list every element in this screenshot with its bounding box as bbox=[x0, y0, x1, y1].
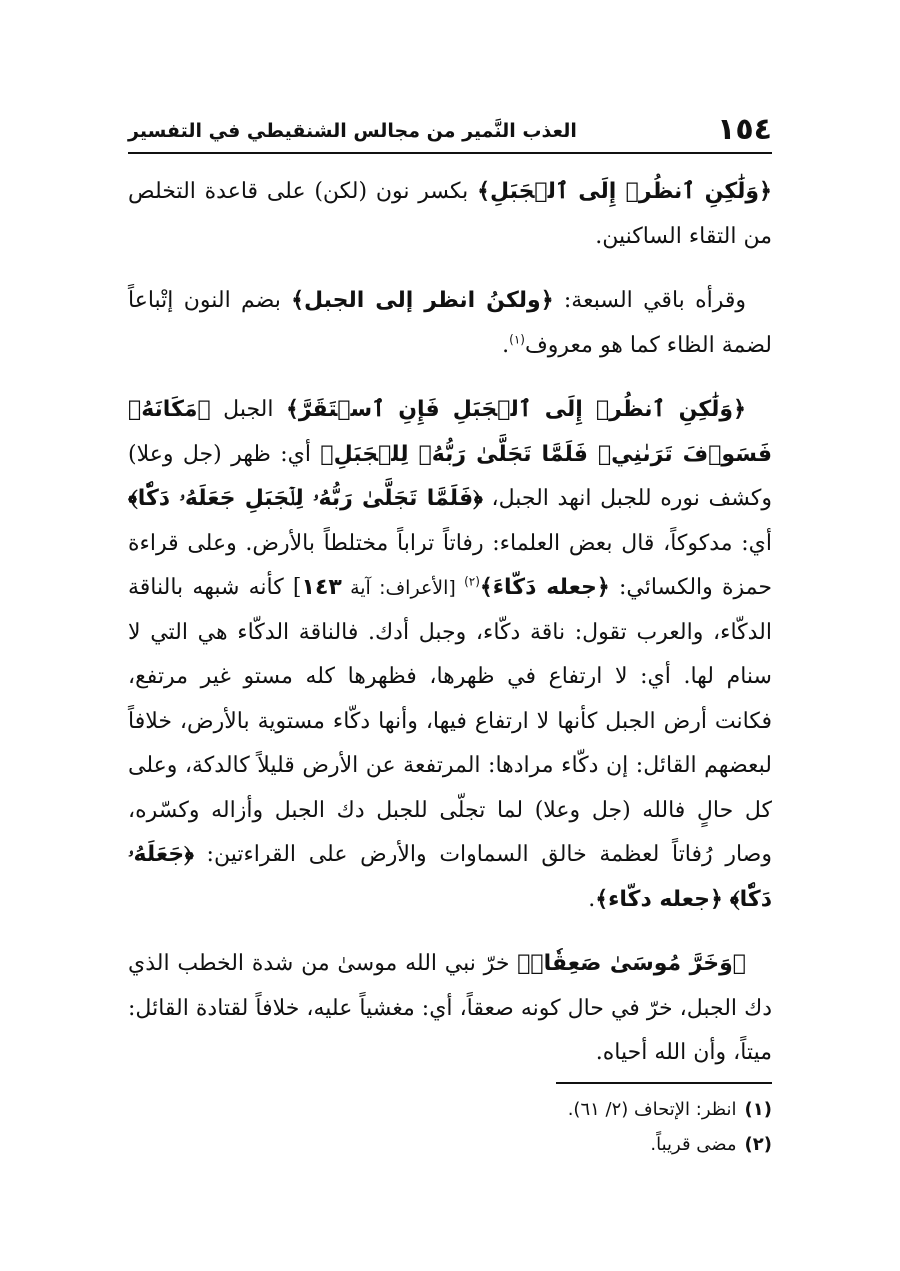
footnote-divider bbox=[556, 1082, 772, 1084]
page-header bbox=[128, 112, 772, 154]
quran-verse: ﴿فَلَمَّا تَجَلَّىٰ رَبُّهُۥ لِلۡجَبَلِ جَعَلَهُۥ دَكّٗا﴾ bbox=[128, 486, 483, 511]
quran-verse: ﴿جَعَلَهُۥ دَكّٗا﴾ bbox=[128, 842, 772, 912]
footnote-number: (١) bbox=[744, 1099, 772, 1120]
quran-verse: ﴿مَكَانَهُۥ فَسَوۡفَ تَرَىٰنِيۚ فَلَمَّا تَجَلَّىٰ رَبُّهُۥ لِلۡجَبَلِ﴾ bbox=[128, 397, 773, 467]
quran-reading: ﴿جعله دَكّاءَ﴾ bbox=[479, 575, 610, 600]
footnote-ref-2[interactable]: (٢) bbox=[464, 574, 480, 589]
paragraph-2 bbox=[128, 279, 772, 368]
text-run: أي: ظهر (جل وعلا) وكشف نوره للجبل انهد الجبل، bbox=[128, 441, 772, 511]
running-title: العذب النَّمير من مجالس الشنقيطي في التفسير bbox=[128, 120, 577, 142]
text-run: خرّ نبي الله موسىٰ من شدة الخطب الذي دك الجبل، خرّ في حال كونه صعقاً، أي: مغشياً عليه، خلافاً لقتادة القائل: ميتاً، وأن الله أحياه. bbox=[128, 951, 772, 1065]
footnote-ref-1[interactable]: (١) bbox=[509, 332, 525, 347]
text-run: بكسر نون (لكن) على قاعدة التخلص من التقاء الساكنين. bbox=[128, 179, 772, 249]
footnote-number: (٢) bbox=[744, 1134, 772, 1155]
footnote-item bbox=[128, 1092, 772, 1127]
footnote-text: مضى قريباً. bbox=[650, 1134, 737, 1155]
text-run: ] كأنه شبهه بالناقة الدكّاء، والعرب تقول: ناقة دكّاء، وجبل أدك. فالناقة الدكّاء هي التي لا سنام لها. أي: لا ارتفاع في ظهرها، فظهرها كله مستو غير مرتفع، فكانت أرض الجبل كأنها لا ارتفاع فيها، وأنها دكّاء مستوية بالأرض، خلافاً لبعضهم القائل: إن دكّاء مرادها: المرتفعة عن الأرض قليلاً كالدكة، وعلى كل حالٍ فالله (جل وعلا) لما تجلّى للجبل دك الجبل وأزاله وكسّره، وصار رُفاتاً لعظمة خالق السماوات والأرض على القراءتين: bbox=[128, 575, 772, 867]
text-run: [الأعراف: آية bbox=[341, 577, 465, 599]
quran-verse: ﴿ولكنُ انظر إلى الجبل﴾ bbox=[291, 288, 554, 313]
text-run: أي: مدكوكاً، قال بعض العلماء: رفاتاً تراباً مختلطاً بالأرض. وعلى قراءة حمزة والكسائي: bbox=[128, 530, 772, 600]
text-run: وقرأه باقي السبعة: bbox=[553, 288, 746, 313]
text-run: الجبل bbox=[210, 397, 286, 422]
footnotes bbox=[128, 1092, 772, 1162]
text-run: . bbox=[588, 886, 596, 912]
paragraph-4 bbox=[128, 942, 772, 1076]
quran-reading: ﴿جعله دكّاء﴾ bbox=[595, 886, 723, 912]
quran-verse: ﴿وَخَرَّ مُوسَىٰ صَعِقٗاۚ﴾ bbox=[517, 951, 746, 976]
quran-verse: ﴿وَلَٰكِنِ ٱنظُرۡ إِلَى ٱلۡجَبَلِ فَإِنِ ٱسۡتَقَرَّ﴾ bbox=[285, 397, 746, 422]
footnote-item bbox=[128, 1127, 772, 1162]
verse-number: ١٤٣ bbox=[301, 575, 342, 600]
text-run: بضم النون إتْباعاً لضمة الظاء كما هو معروف bbox=[128, 288, 772, 358]
text-run: . bbox=[502, 332, 510, 358]
quran-verse: ﴿وَلَٰكِنِ ٱنظُرۡ إِلَى ٱلۡجَبَلِ﴾ bbox=[477, 179, 772, 204]
body-text bbox=[128, 170, 772, 1076]
footnote-text: انظر: الإتحاف (٢/ ٦١). bbox=[567, 1099, 737, 1120]
page-number: ١٥٤ bbox=[717, 112, 772, 147]
paragraph-3 bbox=[128, 388, 772, 922]
paragraph-1 bbox=[128, 170, 772, 259]
